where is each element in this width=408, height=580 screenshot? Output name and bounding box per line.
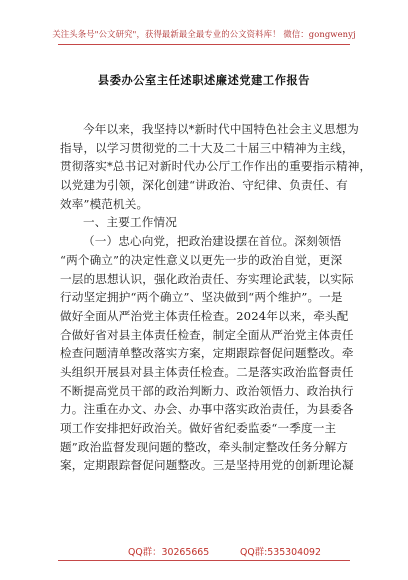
paragraph-line: 指导，以学习贯彻党的二十大及二十届三中精神为主线， (60, 140, 354, 155)
header-note: 关注头条号"公文研究"，获得最新最全最专业的公文资料库！ 微信：gongwenyj (52, 29, 356, 39)
section-heading: 一、主要工作情况 (83, 215, 177, 230)
document-body (60, 120, 372, 475)
paragraph-line: “两个确立”的决定性意义以更先一步的政治自觉，更深 (60, 252, 343, 267)
paragraph-line: 一层的思想认识，强化政治责任、夯实理论武装，以实际 (60, 271, 354, 286)
footer-qq-group-1: QQ群：30265665 (128, 547, 210, 558)
paragraph-line: 效率”模范机关。 (60, 196, 149, 211)
paragraph-line: 以党建为引领，深化创建“讲政治、守纪律、负责任、有 (60, 178, 348, 193)
paragraph-line: 行动坚定拥护“两个确立”、坚决做到“两个维护”。一是 (60, 290, 343, 305)
paragraph-line: 做好全面从严治党主体责任检查。2024年以来，牵头配 (60, 308, 349, 323)
paragraph-line: 头组织开展县对县主体责任检查。二是落实政治监督责任 (60, 364, 354, 379)
paragraph-line: 贯彻落实*总书记对新时代办公厅工作作出的重要指示精神， (60, 159, 372, 174)
document-title: 县委办公室主任述职述廉述党建工作报告 (97, 73, 311, 87)
footer-divider (58, 560, 350, 561)
paragraph-line: 检查问题清单整改落实方案，定期跟踪督促问题整改。牵 (60, 346, 354, 361)
paragraph-line: 案，定期跟踪督促问题整改。三是坚持用党的创新理论凝 (60, 458, 354, 473)
header-divider (58, 44, 350, 45)
paragraph-line: 合做好省对县主体责任检查，制定全面从严治党主体责任 (60, 327, 354, 342)
paragraph-line: 题”政治监督发现问题的整改，牵头制定整改任务分解方 (60, 439, 348, 454)
paragraph-line: 不断提高党员干部的政治判断力、政治领悟力、政治执行 (60, 383, 354, 398)
paragraph-line: 项工作安排把好政治关。做好省纪委监委“一季度一主 (60, 421, 337, 435)
paragraph-line: 今年以来，我坚持以*新时代中国特色社会主义思想为 (83, 122, 360, 136)
footer-qq-group-2: QQ群:535304092 (240, 547, 321, 558)
paragraph-line: 力。注重在办文、办会、办事中落实政治责任，为县委各 (60, 402, 354, 417)
paragraph-line: （一）忠心向党，把政治建设摆在首位。深刻领悟 (83, 234, 342, 249)
